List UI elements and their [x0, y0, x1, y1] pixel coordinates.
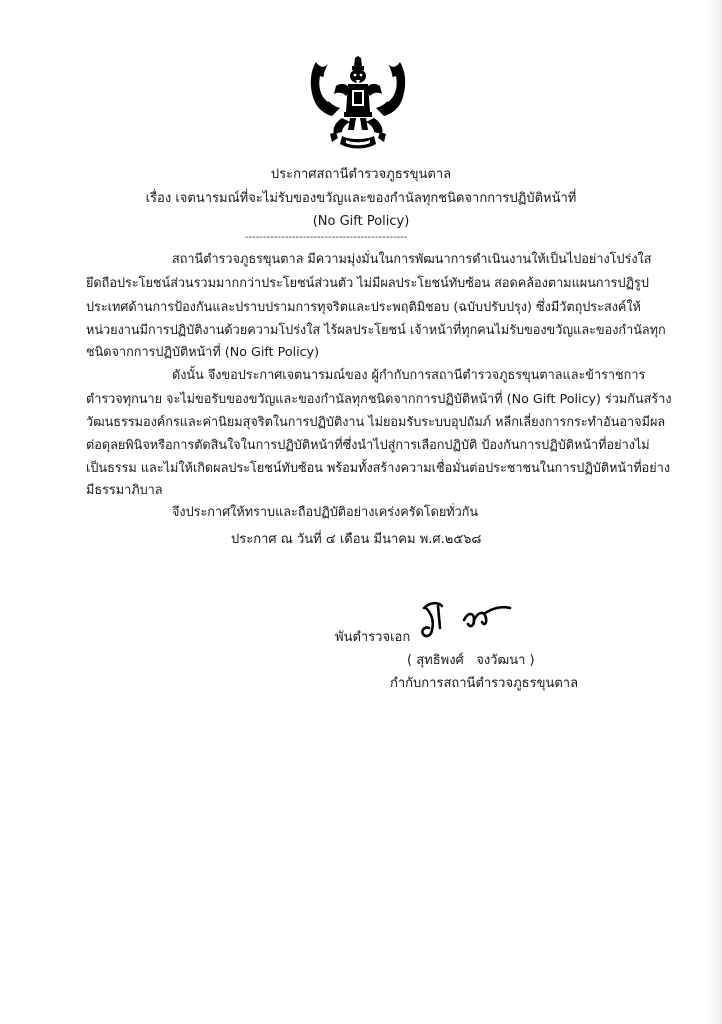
announcement-subtitle: (No Gift Policy) — [312, 214, 410, 229]
paragraph2-line: มีธรรมาภิบาล — [86, 482, 163, 497]
closing-line: จึงประกาศให้ทราบและถือปฏิบัติอย่างเคร่งครัดโดยทั่วกัน — [172, 504, 479, 519]
paragraph2-line: ดังนั้น จึงขอประกาศเจตนารมณ์ของ ผู้กำกับการสถานีตำรวจภูธรขุนตาลและข้าราชการ — [172, 367, 646, 382]
announcement-date: ประกาศ ณ วันที่ ๔ เดือน มีนาคม พ.ศ.๒๕๖๘ — [231, 532, 482, 547]
announcement-subject: เรื่อง เจตนารมณ์ที่จะไม่รับของขวัญและของกำนัลทุกชนิดจากการปฏิบัติหน้าที่ — [145, 191, 577, 206]
paragraph1-line: ชนิดจากการปฏิบัติหน้าที่ (No Gift Policy) — [86, 344, 320, 359]
paragraph1-line: สถานีตำรวจภูธรขุนตาล มีความมุ่งมั่นในการพัฒนาการดำเนินงานให้เป็นไปอย่างโปร่งใส — [172, 251, 652, 266]
paragraph2-line: เป็นธรรม และไม่ให้เกิดผลประโยชน์ทับซ้อน พร้อมทั้งสร้างความเชื่อมั่นต่อประชาชนในการปฏิบัติหน้าที่อย่าง — [86, 460, 671, 475]
paragraph2-line: วัฒนธรรมองค์กรและค่านิยมสุจริตในการปฏิบัติงาน ไม่ยอมรับระบบอุปถัมภ์ หลีกเลี่ยงการกระทำอันอาจมีผล — [86, 414, 666, 429]
paragraph1-line: หน่วยงานมีการปฏิบัติงานด้วยความโปร่งใส ไร้ผลประโยชน์ เจ้าหน้าที่ทุกคนไม่รับของขวัญและของกำนัลทุก — [86, 322, 666, 337]
announcement-title: ประกาศสถานีตำรวจภูธรขุนตาล — [270, 167, 452, 182]
handwritten-signature — [412, 596, 516, 642]
paragraph1-line: ประเทศด้านการป้องกันและปราบปรามการทุจริตและประพฤติมิชอบ (ฉบับปรับปรุง) ซึ่งมีวัตถุประสงค์ให้ — [86, 299, 641, 314]
signer-name: ( สุทธิพงศ์ จงวัฒนา ) — [407, 653, 535, 668]
signer-position: กำกับการสถานีตำรวจภูธรขุนตาล — [390, 676, 579, 691]
paragraph1-line: ยึดถือประโยชน์ส่วนรวมมากกว่าประโยชน์ส่วนตัว ไม่มีผลประโยชน์ทับซ้อน สอดคล้องตามแผนการปฏิรูป — [86, 275, 649, 290]
signer-rank: พันตำรวจเอก — [335, 630, 411, 645]
page-edge-shadow — [706, 0, 722, 1024]
separator-line: --------------------------------------------- — [245, 232, 408, 243]
garuda-emblem-icon — [306, 56, 410, 152]
paragraph2-line: ต่อดุลยพินิจหรือการตัดสินใจในการปฏิบัติหน้าที่ซึ่งนำไปสู่การเลือกปฏิบัติ ป้องกันการปฏิบัติหน้าที่อย่างไม่ — [86, 437, 650, 452]
paragraph2-line: ตำรวจทุกนาย จะไม่ขอรับของขวัญและของกำนัลทุกชนิดจากการปฏิบัติหน้าที่ (No Gift Policy) ร่วมกันสร้าง — [86, 391, 672, 406]
